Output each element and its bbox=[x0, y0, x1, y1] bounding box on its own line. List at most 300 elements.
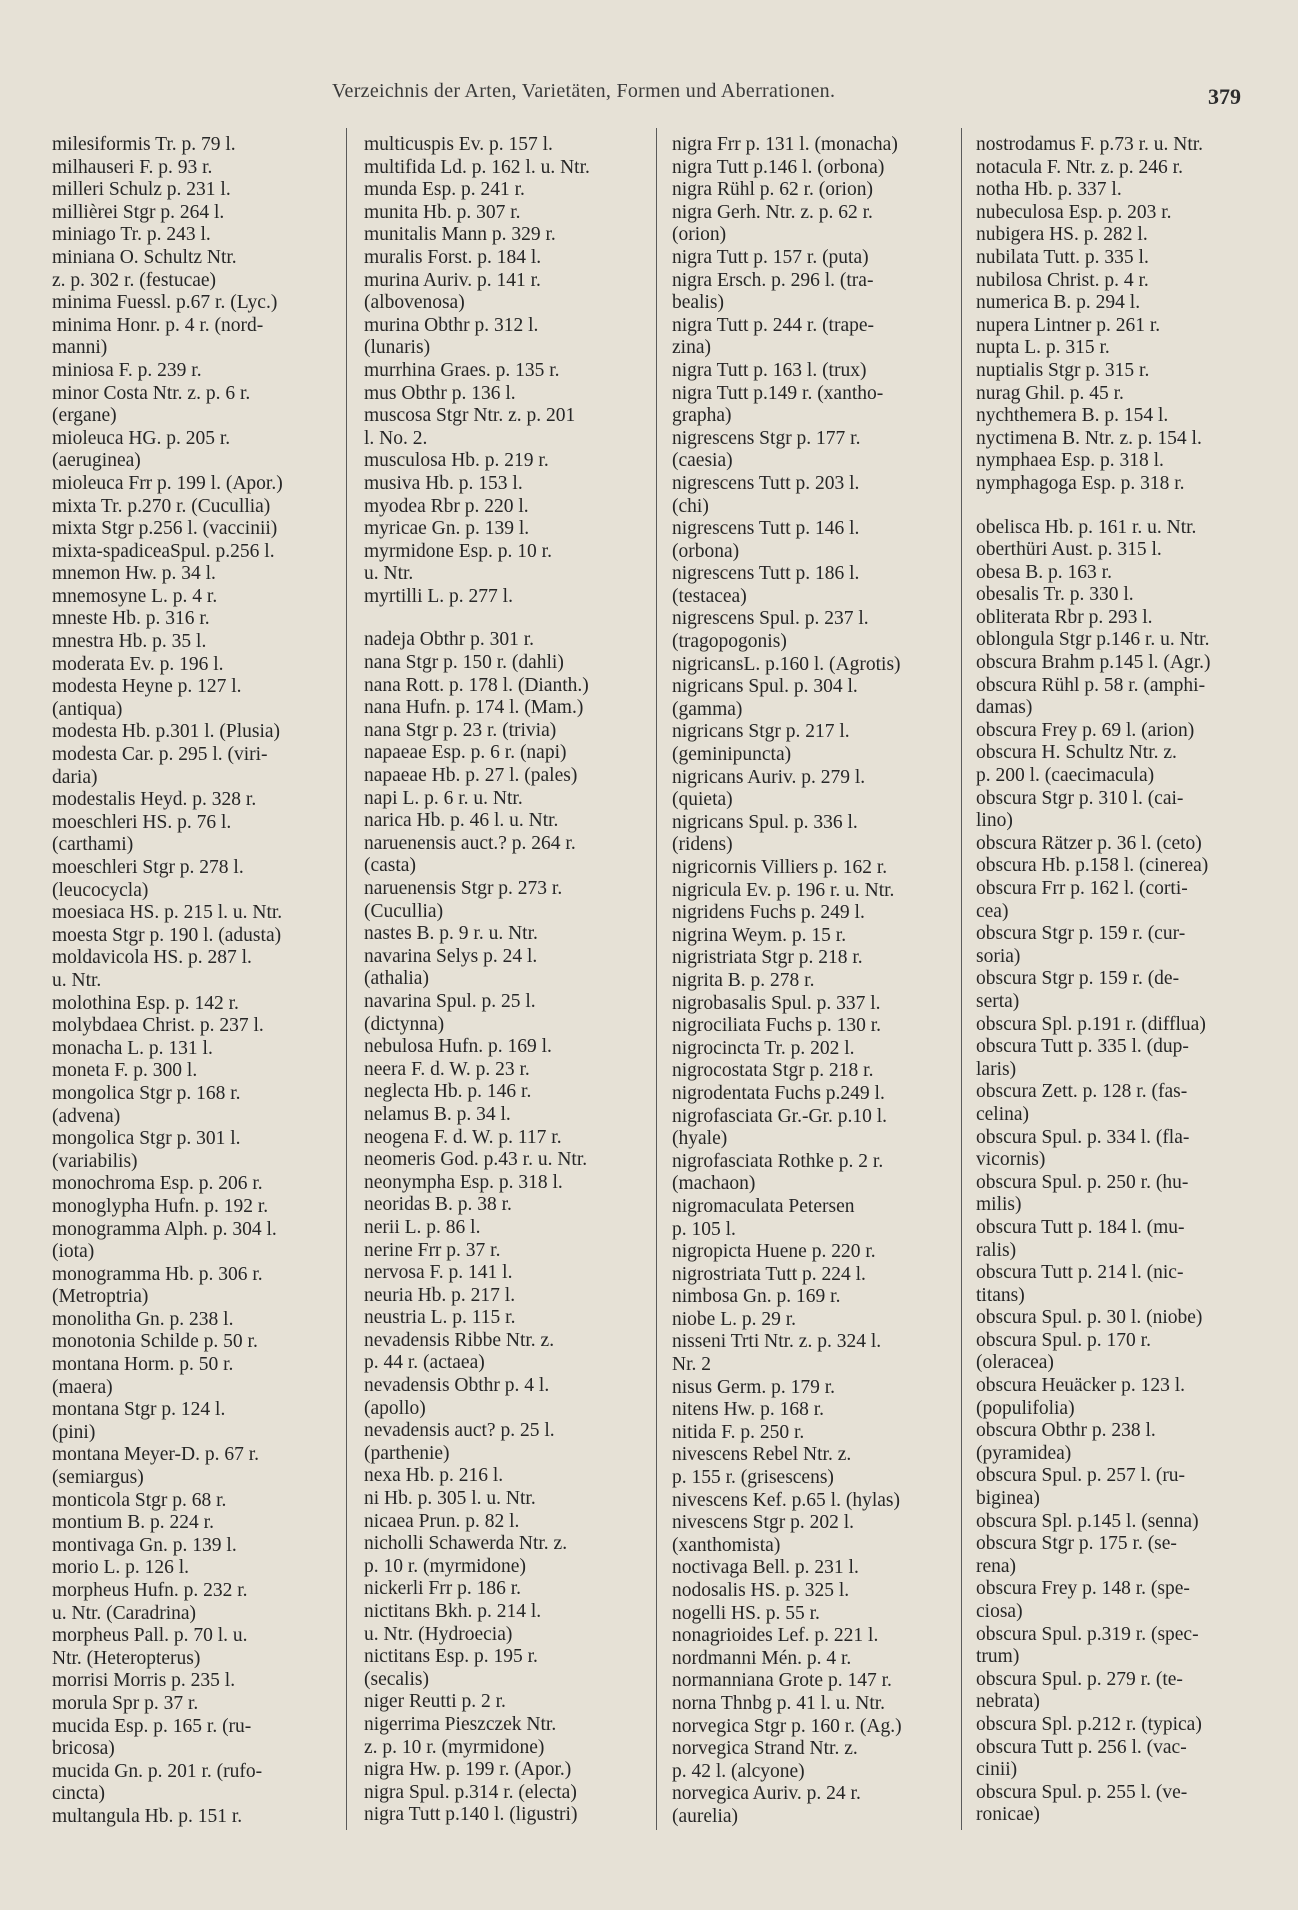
index-entry-line: monticola Stgr p. 68 r. bbox=[52, 1489, 227, 1511]
index-entry-line: nevadensis auct? p. 25 l. bbox=[364, 1420, 555, 1442]
index-entry-line: nigrescens Stgr p. 177 r. bbox=[672, 427, 861, 449]
index-entry-line: nigra Tutt p.140 l. (ligustri) bbox=[364, 1804, 578, 1826]
index-entry-line: obscura Spul. p. 334 l. (fla- bbox=[976, 1126, 1190, 1148]
index-entry-line: obscura Heuäcker p. 123 l. bbox=[976, 1375, 1186, 1397]
index-entry-line: nivescens Kef. p.65 l. (hylas) bbox=[672, 1489, 900, 1511]
index-entry-line: norvegica Strand Ntr. z. bbox=[672, 1738, 858, 1760]
index-entry-line: ronicae) bbox=[976, 1804, 1040, 1826]
index-entry-line: u. Ntr. bbox=[364, 563, 414, 585]
index-entry-line: cincta) bbox=[52, 1783, 106, 1805]
index-entry-line: obesalis Tr. p. 330 l. bbox=[976, 584, 1134, 606]
index-entry-line: millièrei Stgr p. 264 l. bbox=[52, 201, 225, 223]
index-entry-line: nivescens Rebel Ntr. z. bbox=[672, 1444, 852, 1466]
index-entry-line: nigricans Auriv. p. 279 l. bbox=[672, 766, 866, 788]
index-entry-line: mus Obthr p. 136 l. bbox=[364, 382, 516, 404]
index-entry-line: damas) bbox=[976, 697, 1033, 719]
index-entry-line: nana Stgr p. 23 r. (trivia) bbox=[364, 719, 557, 741]
index-entry-line: napaeae Esp. p. 6 r. (napi) bbox=[364, 742, 567, 764]
index-entry-line: modesta Hb. p.301 l. (Plusia) bbox=[52, 721, 281, 743]
index-entry-line: (casta) bbox=[364, 855, 416, 877]
index-entry-line: nigra Tutt p. 244 r. (trape- bbox=[672, 314, 875, 336]
index-entry-line: munita Hb. p. 307 r. bbox=[364, 201, 521, 223]
index-entry-line: nigrobasalis Spul. p. 337 l. bbox=[672, 992, 881, 1014]
index-entry-line: u. Ntr. (Caradrina) bbox=[52, 1602, 197, 1624]
index-entry-line: miniago Tr. p. 243 l. bbox=[52, 224, 211, 246]
index-entry-line: molothina Esp. p. 142 r. bbox=[52, 992, 239, 1014]
index-entry-line: p. 200 l. (caecimacula) bbox=[976, 765, 1155, 787]
index-entry-line: nigricornis Villiers p. 162 r. bbox=[672, 857, 888, 878]
index-entry-line: (ergane) bbox=[52, 405, 117, 427]
index-entry-line: monogramma Hb. p. 306 r. bbox=[52, 1263, 263, 1285]
index-entry-line: (leucocycla) bbox=[52, 879, 149, 901]
index-entry-line: niobe L. p. 29 r. bbox=[672, 1308, 797, 1330]
index-entry-line: ni Hb. p. 305 l. u. Ntr. bbox=[364, 1488, 536, 1510]
index-entry-line: obscura Stgr p. 159 r. (cur- bbox=[976, 923, 1186, 945]
index-entry-line: (testacea) bbox=[672, 585, 747, 607]
index-entry-line: (populifolia) bbox=[976, 1397, 1075, 1419]
index-entry-line: mixta Stgr p.256 l. (vaccinii) bbox=[52, 518, 278, 540]
index-entry-line: (maera) bbox=[52, 1376, 113, 1398]
index-entry-line: nyctimena B. Ntr. z. p. 154 l. bbox=[976, 427, 1202, 449]
index-entry-line: (caesia) bbox=[672, 450, 733, 472]
index-column-4 bbox=[976, 134, 1276, 1827]
index-entry-line: nigra Tutt p.149 r. (xantho- bbox=[672, 382, 884, 404]
index-entry-line: nigra Tutt p. 163 l. (trux) bbox=[672, 359, 867, 381]
index-entry-line: musculosa Hb. p. 219 r. bbox=[364, 450, 549, 472]
index-entry-line: neonympha Esp. p. 318 l. bbox=[364, 1171, 563, 1193]
running-title: Verzeichnis der Arten, Varietäten, Formen und Aberrationen. bbox=[332, 80, 836, 102]
index-entry-line: (antiqua) bbox=[52, 698, 123, 720]
column-divider bbox=[346, 128, 347, 1830]
index-entry-line: navarina Spul. p. 25 l. bbox=[364, 990, 536, 1012]
index-entry-line: manni) bbox=[52, 337, 108, 359]
index-entry-line: (advena) bbox=[52, 1105, 121, 1127]
index-entry-line: montivaga Gn. p. 139 l. bbox=[52, 1534, 237, 1556]
index-entry-line: nigricans Stgr p. 217 l. bbox=[672, 721, 850, 743]
index-entry-line: obscura Obthr p. 238 l. bbox=[976, 1420, 1156, 1442]
index-entry-line: grapha) bbox=[672, 405, 732, 427]
index-entry-line: z. p. 302 r. (festucae) bbox=[52, 269, 217, 291]
index-entry-line: morrisi Morris p. 235 l. bbox=[52, 1670, 236, 1692]
index-entry-line: monochroma Esp. p. 206 r. bbox=[52, 1173, 263, 1195]
index-entry-line: nictitans Esp. p. 195 r. bbox=[364, 1646, 538, 1668]
index-entry-line: norvegica Stgr p. 160 r. (Ag.) bbox=[672, 1715, 902, 1737]
index-entry-line: obscura Stgr p. 175 r. (se- bbox=[976, 1533, 1177, 1555]
index-entry-line: modesta Car. p. 295 l. (viri- bbox=[52, 744, 268, 766]
index-entry-line: nastes B. p. 9 r. u. Ntr. bbox=[364, 923, 538, 945]
index-entry-line: nubeculosa Esp. p. 203 r. bbox=[976, 201, 1172, 223]
index-entry-line: nigrostriata Tutt p. 224 l. bbox=[672, 1263, 866, 1285]
index-entry-line: mnemosyne L. p. 4 r. bbox=[52, 585, 218, 607]
index-entry-line: nevadensis Obthr p. 4 l. bbox=[364, 1375, 550, 1397]
index-entry-line: nigrofasciata Rothke p. 2 r. bbox=[672, 1150, 884, 1172]
index-entry-line: obscura Spl. p.212 r. (typica) bbox=[976, 1713, 1202, 1735]
index-entry-line: bricosa) bbox=[52, 1738, 115, 1760]
index-entry-line: nigra Gerh. Ntr. z. p. 62 r. bbox=[672, 201, 873, 223]
index-entry-line: napi L. p. 6 r. u. Ntr. bbox=[364, 787, 523, 809]
index-entry-line: obliterata Rbr p. 293 l. bbox=[976, 606, 1153, 628]
index-entry-line: (pyramidea) bbox=[976, 1442, 1072, 1464]
index-entry-line: miniana O. Schultz Ntr. bbox=[52, 246, 237, 268]
index-entry-line: (tragopogonis) bbox=[672, 631, 787, 653]
index-entry-line: z. p. 10 r. (myrmidone) bbox=[364, 1736, 545, 1758]
index-entry-line: mixta Tr. p.270 r. (Cucullia) bbox=[52, 495, 271, 517]
index-entry-line: monogramma Alph. p. 304 l. bbox=[52, 1218, 277, 1240]
index-entry-line: moesiaca HS. p. 215 l. u. Ntr. bbox=[52, 902, 283, 924]
index-entry-line: mnestra Hb. p. 35 l. bbox=[52, 631, 207, 653]
index-entry-line: oberthüri Aust. p. 315 l. bbox=[976, 539, 1162, 561]
index-entry-line: (Cucullia) bbox=[364, 900, 444, 922]
index-entry-line: noctivaga Bell. p. 231 l. bbox=[672, 1557, 859, 1579]
index-entry-line: nostrodamus F. p.73 r. u. Ntr. bbox=[976, 134, 1204, 155]
index-entry-line: nymphaea Esp. p. 318 l. bbox=[976, 450, 1164, 472]
index-entry-line: cinii) bbox=[976, 1759, 1018, 1781]
index-entry-line: (lunaris) bbox=[364, 337, 431, 359]
index-entry-line: obscura Frey p. 69 l. (arion) bbox=[976, 719, 1195, 741]
index-entry-line: nymphagoga Esp. p. 318 r. bbox=[976, 472, 1185, 494]
index-entry-line: vicornis) bbox=[976, 1149, 1046, 1171]
index-entry-line: navarina Selys p. 24 l. bbox=[364, 945, 538, 967]
index-entry-line: neogena F. d. W. p. 117 r. bbox=[364, 1126, 562, 1148]
index-entry-line: (semiargus) bbox=[52, 1467, 144, 1489]
index-entry-line: neomeris God. p.43 r. u. Ntr. bbox=[364, 1149, 588, 1171]
index-entry-line: laris) bbox=[976, 1058, 1017, 1080]
index-entry-line: milesiformis Tr. p. 79 l. bbox=[52, 134, 236, 155]
index-entry-line: nigrocostata Stgr p. 218 r. bbox=[672, 1060, 874, 1082]
index-entry-line: mioleuca HG. p. 205 r. bbox=[52, 427, 231, 449]
index-entry-line: obscura Spl. p.145 l. (senna) bbox=[976, 1510, 1199, 1532]
index-entry-line: nigrescens Tutt p. 203 l. bbox=[672, 472, 860, 494]
index-entry-line: nigrescens Spul. p. 237 l. bbox=[672, 608, 869, 630]
index-entry-line: mioleuca Frr p. 199 l. (Apor.) bbox=[52, 472, 283, 494]
index-entry-line: multifida Ld. p. 162 l. u. Ntr. bbox=[364, 156, 590, 178]
index-entry-line: obscura Zett. p. 128 r. (fas- bbox=[976, 1081, 1188, 1103]
index-entry-line: obscura Spul. p. 279 r. (te- bbox=[976, 1668, 1183, 1690]
index-entry-line: numerica B. p. 294 l. bbox=[976, 292, 1141, 314]
index-entry-line: naruenensis auct.? p. 264 r. bbox=[364, 832, 576, 854]
index-entry-line: (xanthomista) bbox=[672, 1534, 781, 1556]
index-entry-line: obscura Brahm p.145 l. (Agr.) bbox=[976, 652, 1211, 674]
index-entry-line: moneta F. p. 300 l. bbox=[52, 1060, 198, 1082]
index-entry-line: Ntr. (Heteropterus) bbox=[52, 1647, 201, 1669]
index-entry-line: nadeja Obthr p. 301 r. bbox=[364, 629, 535, 651]
index-entry-line: mongolica Stgr p. 168 r. bbox=[52, 1082, 241, 1104]
index-entry-line: moeschleri Stgr p. 278 l. bbox=[52, 857, 244, 878]
index-entry-line: obscura Frey p. 148 r. (spe- bbox=[976, 1578, 1190, 1600]
index-entry-line: (orbona) bbox=[672, 540, 740, 562]
index-entry-line: (aurelia) bbox=[672, 1805, 739, 1827]
index-entry-line: miniosa F. p. 239 r. bbox=[52, 359, 202, 381]
index-entry-line: nigromaculata Petersen bbox=[672, 1195, 855, 1217]
index-entry-line: modestalis Heyd. p. 328 r. bbox=[52, 789, 257, 811]
index-entry-line: mongolica Stgr p. 301 l. bbox=[52, 1128, 241, 1150]
index-entry-line: norvegica Auriv. p. 24 r. bbox=[672, 1783, 861, 1805]
index-entry-line: nevadensis Ribbe Ntr. z. bbox=[364, 1329, 555, 1351]
index-entry-line: trum) bbox=[976, 1646, 1020, 1668]
index-entry-line: ciosa) bbox=[976, 1601, 1023, 1622]
index-entry-line: (secalis) bbox=[364, 1668, 429, 1690]
index-entry-line: ralis) bbox=[976, 1239, 1017, 1261]
index-entry-line: nexa Hb. p. 216 l. bbox=[364, 1465, 504, 1487]
index-entry-line: (machaon) bbox=[672, 1173, 756, 1195]
index-entry-line: morula Spr p. 37 r. bbox=[52, 1692, 199, 1714]
index-entry-line: nigridens Fuchs p. 249 l. bbox=[672, 902, 865, 924]
index-entry-line: nigrofasciata Gr.-Gr. p.10 l. bbox=[672, 1105, 887, 1127]
index-entry-line: nigrocincta Tr. p. 202 l. bbox=[672, 1037, 855, 1059]
index-entry-line: napaeae Hb. p. 27 l. (pales) bbox=[364, 765, 578, 787]
index-entry-line: soria) bbox=[976, 945, 1021, 967]
index-entry-line: nigra Rühl p. 62 r. (orion) bbox=[672, 179, 873, 201]
index-entry-line: nebrata) bbox=[976, 1691, 1040, 1713]
index-entry-line: nerine Frr p. 37 r. bbox=[364, 1239, 501, 1261]
index-entry-line: celina) bbox=[976, 1103, 1030, 1125]
index-entry-line: (hyale) bbox=[672, 1128, 728, 1150]
index-entry-line: nana Rott. p. 178 l. (Dianth.) bbox=[364, 674, 589, 696]
index-entry-line: naruenensis Stgr p. 273 r. bbox=[364, 878, 563, 899]
index-entry-line: (Metroptria) bbox=[52, 1286, 149, 1308]
index-entry-line: moeschleri HS. p. 76 l. bbox=[52, 811, 232, 833]
index-entry-line: nisseni Trti Ntr. z. p. 324 l. bbox=[672, 1331, 882, 1353]
index-entry-line: morpheus Pall. p. 70 l. u. bbox=[52, 1625, 248, 1647]
index-entry-line: nigrita B. p. 278 r. bbox=[672, 969, 815, 991]
index-entry-line: p. 42 l. (alcyone) bbox=[672, 1760, 805, 1782]
index-entry-line: milhauseri F. p. 93 r. bbox=[52, 156, 213, 178]
index-entry-line: nigrina Weym. p. 15 r. bbox=[672, 924, 847, 946]
index-entry-line: muralis Forst. p. 184 l. bbox=[364, 246, 542, 268]
index-entry-line: obscura H. Schultz Ntr. z. bbox=[976, 742, 1177, 764]
index-entry-line: obscura Stgr p. 310 l. (cai- bbox=[976, 787, 1184, 809]
index-entry-line: (variabilis) bbox=[52, 1150, 138, 1172]
index-entry-line: minima Honr. p. 4 r. (nord- bbox=[52, 314, 264, 336]
index-entry-line: nigricans Spul. p. 304 l. bbox=[672, 676, 858, 698]
index-entry-line: monolitha Gn. p. 238 l. bbox=[52, 1308, 234, 1330]
index-entry-line: cea) bbox=[976, 900, 1009, 922]
index-entry-line: (pini) bbox=[52, 1421, 96, 1443]
index-entry-line: (quieta) bbox=[672, 789, 733, 811]
index-column-3 bbox=[672, 134, 962, 1829]
index-entry-line: narica Hb. p. 46 l. u. Ntr. bbox=[364, 810, 559, 832]
index-entry-line: lino) bbox=[976, 810, 1013, 832]
index-entry-line: daria) bbox=[52, 766, 98, 788]
index-entry-line: morio L. p. 126 l. bbox=[52, 1557, 190, 1579]
index-entry-line: nigricans Spul. p. 336 l. bbox=[672, 811, 858, 833]
index-entry-line: nigra Frr p. 131 l. (monacha) bbox=[672, 134, 898, 155]
index-entry-line: mucida Esp. p. 165 r. (ru- bbox=[52, 1715, 252, 1737]
index-entry-line: obscura Tutt p. 256 l. (vac- bbox=[976, 1736, 1187, 1758]
index-entry-line: neustria L. p. 115 r. bbox=[364, 1307, 516, 1329]
index-entry-line: nubilosa Christ. p. 4 r. bbox=[976, 269, 1149, 291]
index-entry-line: (iota) bbox=[52, 1241, 95, 1263]
index-entry-line: milis) bbox=[976, 1194, 1022, 1216]
index-entry-line: munda Esp. p. 241 r. bbox=[364, 179, 525, 201]
index-entry-line: montana Stgr p. 124 l. bbox=[52, 1399, 226, 1421]
index-entry-line: obscura Spl. p.191 r. (difflua) bbox=[976, 1013, 1206, 1035]
index-column-2 bbox=[364, 134, 654, 1827]
index-entry-line: obscura Spul. p. 255 l. (ve- bbox=[976, 1781, 1188, 1803]
index-entry-line: molybdaea Christ. p. 237 l. bbox=[52, 1015, 264, 1037]
index-entry-line: nigricula Ev. p. 196 r. u. Ntr. bbox=[672, 879, 895, 901]
index-entry-line: nivescens Stgr p. 202 l. bbox=[672, 1512, 854, 1534]
index-entry-line: p. 44 r. (actaea) bbox=[364, 1352, 485, 1374]
letter-group-gap bbox=[364, 608, 654, 629]
index-entry-line: zina) bbox=[672, 337, 711, 359]
index-entry-line: obscura Hb. p.158 l. (cinerea) bbox=[976, 855, 1209, 877]
index-entry-line: titans) bbox=[976, 1284, 1025, 1306]
index-entry-line: minor Costa Ntr. z. p. 6 r. bbox=[52, 382, 251, 404]
index-entry-line: obscura Rühl p. 58 r. (amphi- bbox=[976, 674, 1206, 696]
index-entry-line: niger Reutti p. 2 r. bbox=[364, 1691, 506, 1713]
index-entry-line: notha Hb. p. 337 l. bbox=[976, 179, 1122, 201]
index-entry-line: monoglypha Hufn. p. 192 r. bbox=[52, 1195, 269, 1217]
index-entry-line: nervosa F. p. 141 l. bbox=[364, 1262, 513, 1284]
index-entry-line: biginea) bbox=[976, 1488, 1040, 1510]
index-entry-line: nupta L. p. 315 r. bbox=[976, 337, 1110, 359]
index-entry-line: bealis) bbox=[672, 292, 724, 314]
index-entry-line: musiva Hb. p. 153 l. bbox=[364, 472, 523, 494]
index-entry-line: nubigera HS. p. 282 l. bbox=[976, 224, 1148, 246]
index-entry-line: serta) bbox=[976, 990, 1020, 1012]
index-entry-line: nana Hufn. p. 174 l. (Mam.) bbox=[364, 697, 584, 719]
index-entry-line: nitens Hw. p. 168 r. bbox=[672, 1399, 825, 1421]
index-entry-line: u. Ntr. (Hydroecia) bbox=[364, 1623, 513, 1645]
index-entry-line: mixta-spadiceaSpul. p.256 l. bbox=[52, 540, 275, 562]
index-entry-line: obscura Spul. p. 250 r. (hu- bbox=[976, 1171, 1189, 1193]
index-entry-line: nana Stgr p. 150 r. (dahli) bbox=[364, 652, 564, 674]
index-entry-line: rena) bbox=[976, 1555, 1017, 1577]
index-entry-line: nigristriata Stgr p. 218 r. bbox=[672, 947, 863, 969]
index-entry-line: obscura Frr p. 162 l. (corti- bbox=[976, 878, 1188, 899]
index-entry-line: murina Auriv. p. 141 r. bbox=[364, 269, 541, 291]
index-entry-line: p. 155 r. (grisescens) bbox=[672, 1467, 834, 1489]
index-entry-line: montium B. p. 224 r. bbox=[52, 1512, 214, 1534]
index-entry-line: nuptialis Stgr p. 315 r. bbox=[976, 359, 1150, 381]
column-divider bbox=[656, 128, 657, 1830]
index-entry-line: nebulosa Hufn. p. 169 l. bbox=[364, 1036, 552, 1058]
index-entry-line: nigrescens Tutt p. 146 l. bbox=[672, 518, 860, 540]
index-entry-line: norna Thnbg p. 41 l. u. Ntr. bbox=[672, 1692, 886, 1714]
index-entry-line: myricae Gn. p. 139 l. bbox=[364, 518, 530, 540]
index-entry-line: (aeruginea) bbox=[52, 450, 141, 472]
index-entry-line: obscura Stgr p. 159 r. (de- bbox=[976, 968, 1180, 990]
index-entry-line: nisus Germ. p. 179 r. bbox=[672, 1376, 836, 1398]
index-entry-line: obscura Spul. p. 170 r. bbox=[976, 1329, 1151, 1351]
index-entry-line: mucida Gn. p. 201 r. (rufo- bbox=[52, 1760, 263, 1782]
index-entry-line: nigra Tutt p. 157 r. (puta) bbox=[672, 246, 869, 268]
index-entry-line: montana Horm. p. 50 r. bbox=[52, 1354, 234, 1376]
index-entry-line: nigrociliata Fuchs p. 130 r. bbox=[672, 1015, 882, 1037]
index-entry-line: (apollo) bbox=[364, 1397, 426, 1419]
index-entry-line: montana Meyer-D. p. 67 r. bbox=[52, 1444, 260, 1466]
index-entry-line: nigerrima Pieszczek Ntr. bbox=[364, 1713, 557, 1735]
index-entry-line: mnemon Hw. p. 34 l. bbox=[52, 563, 216, 585]
index-entry-line: nubilata Tutt. p. 335 l. bbox=[976, 246, 1149, 268]
index-entry-line: nigrodentata Fuchs p.249 l. bbox=[672, 1082, 885, 1104]
index-entry-line: nickerli Frr p. 186 r. bbox=[364, 1578, 522, 1600]
index-entry-line: u. Ntr. bbox=[52, 969, 102, 991]
index-entry-line: (chi) bbox=[672, 495, 709, 517]
index-entry-line: obscura Tutt p. 184 l. (mu- bbox=[976, 1216, 1185, 1238]
index-entry-line: obscura Rätzer p. 36 l. (ceto) bbox=[976, 832, 1202, 854]
index-entry-line: obscura Spul. p. 30 l. (niobe) bbox=[976, 1307, 1203, 1329]
index-entry-line: munitalis Mann p. 329 r. bbox=[364, 224, 556, 246]
index-entry-line: nicholli Schawerda Ntr. z. bbox=[364, 1533, 568, 1555]
index-entry-line: multicuspis Ev. p. 157 l. bbox=[364, 134, 553, 155]
index-entry-line: oblongula Stgr p.146 r. u. Ntr. bbox=[976, 629, 1210, 651]
index-entry-line: nodosalis HS. p. 325 l. bbox=[672, 1580, 850, 1601]
index-column-1 bbox=[52, 134, 342, 1829]
index-entry-line: monacha L. p. 131 l. bbox=[52, 1037, 213, 1059]
index-entry-line: myrmidone Esp. p. 10 r. bbox=[364, 540, 552, 562]
index-entry-line: p. 10 r. (myrmidone) bbox=[364, 1555, 526, 1577]
index-entry-line: nurag Ghil. p. 45 r. bbox=[976, 382, 1124, 404]
index-entry-line: monotonia Schilde p. 50 r. bbox=[52, 1331, 258, 1353]
index-entry-line: (gamma) bbox=[672, 698, 743, 720]
index-entry-line: obscura Spul. p.319 r. (spec- bbox=[976, 1623, 1199, 1645]
index-entry-line: obscura Spul. p. 257 l. (ru- bbox=[976, 1465, 1186, 1487]
index-entry-line: morpheus Hufn. p. 232 r. bbox=[52, 1580, 248, 1601]
index-entry-line: p. 105 l. bbox=[672, 1218, 736, 1240]
index-entry-line: neera F. d. W. p. 23 r. bbox=[364, 1058, 530, 1080]
index-entry-line: moesta Stgr p. 190 l. (adusta) bbox=[52, 924, 282, 946]
index-entry-line: nelamus B. p. 34 l. bbox=[364, 1103, 511, 1125]
index-entry-line: neoridas B. p. 38 r. bbox=[364, 1194, 512, 1216]
index-entry-line: (orion) bbox=[672, 224, 727, 246]
index-entry-line: (parthenie) bbox=[364, 1442, 450, 1464]
index-entry-line: murina Obthr p. 312 l. bbox=[364, 314, 539, 336]
index-entry-line: neglecta Hb. p. 146 r. bbox=[364, 1081, 532, 1103]
index-entry-line: nerii L. p. 86 l. bbox=[364, 1216, 481, 1238]
index-entry-line: nogelli HS. p. 55 r. bbox=[672, 1602, 820, 1624]
index-entry-line: (geminipuncta) bbox=[672, 744, 792, 766]
index-entry-line: nigra Hw. p. 199 r. (Apor.) bbox=[364, 1759, 572, 1781]
index-entry-line: nychthemera B. p. 154 l. bbox=[976, 405, 1169, 427]
index-entry-line: nigra Tutt p.146 l. (orbona) bbox=[672, 156, 885, 178]
page-number: 379 bbox=[1208, 84, 1241, 109]
index-entry-line: modesta Heyne p. 127 l. bbox=[52, 676, 242, 698]
index-entry-line: moldavicola HS. p. 287 l. bbox=[52, 947, 252, 969]
index-entry-line: nictitans Bkh. p. 214 l. bbox=[364, 1601, 542, 1622]
index-entry-line: normanniana Grote p. 147 r. bbox=[672, 1670, 892, 1692]
index-entry-line: nigrescens Tutt p. 186 l. bbox=[672, 563, 860, 585]
index-entry-line: (ridens) bbox=[672, 834, 733, 856]
index-entry-line: myodea Rbr p. 220 l. bbox=[364, 495, 529, 517]
index-entry-line: moderata Ev. p. 196 l. bbox=[52, 653, 224, 675]
index-entry-line: nigropicta Huene p. 220 r. bbox=[672, 1241, 876, 1263]
index-entry-line: nigricansL. p.160 l. (Agrotis) bbox=[672, 653, 901, 675]
index-entry-line: l. No. 2. bbox=[364, 427, 428, 449]
index-entry-line: neuria Hb. p. 217 l. bbox=[364, 1284, 516, 1306]
index-entry-line: nigra Ersch. p. 296 l. (tra- bbox=[672, 269, 874, 291]
index-entry-line: (oleracea) bbox=[976, 1352, 1054, 1374]
index-entry-line: nonagrioides Lef. p. 221 l. bbox=[672, 1625, 879, 1647]
index-entry-line: nitida F. p. 250 r. bbox=[672, 1421, 805, 1443]
index-entry-line: myrtilli L. p. 277 l. bbox=[364, 585, 513, 607]
index-entry-line: (carthami) bbox=[52, 834, 134, 856]
index-entry-line: Nr. 2 bbox=[672, 1354, 711, 1376]
index-entry-line: obscura Tutt p. 214 l. (nic- bbox=[976, 1262, 1184, 1284]
index-entry-line: nimbosa Gn. p. 169 r. bbox=[672, 1286, 841, 1308]
letter-group-gap bbox=[976, 496, 1276, 517]
index-entry-line: obesa B. p. 163 r. bbox=[976, 561, 1112, 583]
index-entry-line: milleri Schulz p. 231 l. bbox=[52, 179, 231, 201]
index-entry-line: nigra Spul. p.314 r. (electa) bbox=[364, 1781, 577, 1803]
index-entry-line: nordmanni Mén. p. 4 r. bbox=[672, 1647, 852, 1669]
index-entry-line: nupera Lintner p. 261 r. bbox=[976, 314, 1161, 336]
index-entry-line: obscura Tutt p. 335 l. (dup- bbox=[976, 1036, 1189, 1058]
index-entry-line: (albovenosa) bbox=[364, 292, 465, 314]
index-entry-line: obelisca Hb. p. 161 r. u. Ntr. bbox=[976, 516, 1197, 538]
index-entry-line: mneste Hb. p. 316 r. bbox=[52, 608, 210, 630]
